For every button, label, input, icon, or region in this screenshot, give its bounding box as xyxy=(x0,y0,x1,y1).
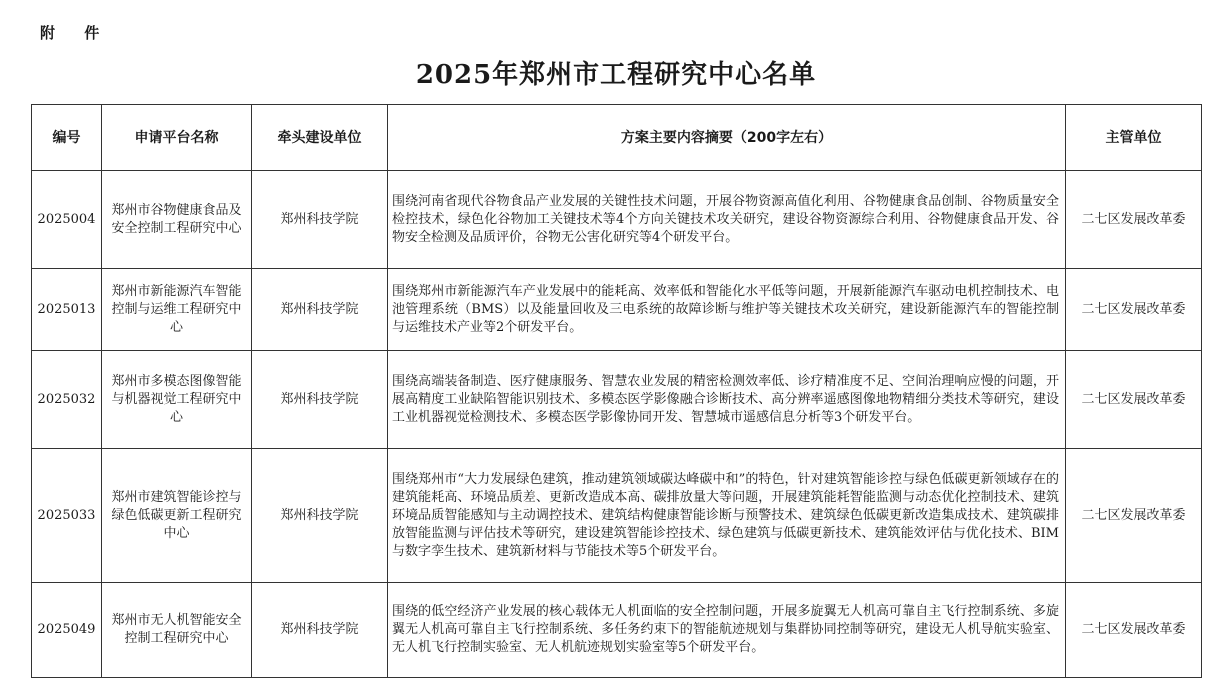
row-id: 2025032 xyxy=(32,351,102,449)
row-platform-name: 郑州市无人机智能安全控制工程研究中心 xyxy=(102,583,252,678)
row-lead-unit: 郑州科技学院 xyxy=(252,171,388,269)
header-authority: 主管单位 xyxy=(1066,105,1202,171)
table-row xyxy=(32,171,1202,269)
row-id: 2025049 xyxy=(32,583,102,678)
row-authority: 二七区发展改革委 xyxy=(1066,171,1202,269)
header-platform-name: 申请平台名称 xyxy=(102,105,252,171)
row-platform-name: 郑州市新能源汽车智能控制与运维工程研究中心 xyxy=(102,269,252,351)
row-authority: 二七区发展改革委 xyxy=(1066,269,1202,351)
row-id: 2025004 xyxy=(32,171,102,269)
row-lead-unit: 郑州科技学院 xyxy=(252,351,388,449)
table-row xyxy=(32,583,1202,678)
row-id: 2025013 xyxy=(32,269,102,351)
table-row xyxy=(32,449,1202,583)
table-row xyxy=(32,269,1202,351)
document-title: 2025年郑州市工程研究中心名单 xyxy=(415,60,817,90)
attachment-label: 附 件 xyxy=(40,24,112,42)
row-lead-unit: 郑州科技学院 xyxy=(252,583,388,678)
row-lead-unit: 郑州科技学院 xyxy=(252,449,388,583)
row-lead-unit: 郑州科技学院 xyxy=(252,269,388,351)
table-row xyxy=(32,351,1202,449)
row-authority: 二七区发展改革委 xyxy=(1066,351,1202,449)
row-platform-name: 郑州市多模态图像智能与机器视觉工程研究中心 xyxy=(102,351,252,449)
row-authority: 二七区发展改革委 xyxy=(1066,449,1202,583)
row-id: 2025033 xyxy=(32,449,102,583)
row-summary: 围绕高端装备制造、医疗健康服务、智慧农业发展的精密检测效率低、诊疗精准度不足、空间治理响应慢的问题，开展高精度工业缺陷智能识别技术、多模态医学影像融合诊断技术、高分辨率遥感图像地物精细分类技术等研究，建设工业机器视觉检测技术、多模态医学影像协同开发、智慧城市遥感信息分析等3个研发平台。 xyxy=(388,351,1066,449)
row-summary: 围绕郑州市“大力发展绿色建筑，推动建筑领域碳达峰碳中和”的特色，针对建筑智能诊控与绿色低碳更新领域存在的建筑能耗高、环境品质差、更新改造成本高、碳排放量大等问题，开展建筑能耗智能监测与动态优化控制技术、建筑环境品质智能感知与主动调控技术、建筑结构健康智能诊断与预警技术、建筑绿色低碳更新改造集成技术、建筑碳排放智能监测与评估技术等研究，建设建筑智能诊控技术、绿色建筑与低碳更新技术、建筑能效评估与优化技术、BIM与数字孪生技术、建筑新材料与节能技术等5个研发平台。 xyxy=(388,449,1066,583)
row-summary: 围绕郑州市新能源汽车产业发展中的能耗高、效率低和智能化水平低等问题，开展新能源汽车驱动电机控制技术、电池管理系统（BMS）以及能量回收及三电系统的故障诊断与维护等关键技术攻关研究，建设新能源汽车的智能控制与运维技术产业等2个研发平台。 xyxy=(388,269,1066,351)
header-id: 编号 xyxy=(32,105,102,171)
header-summary: 方案主要内容摘要（200字左右） xyxy=(388,105,1066,171)
table-header-row xyxy=(32,105,1202,171)
row-platform-name: 郑州市谷物健康食品及安全控制工程研究中心 xyxy=(102,171,252,269)
row-authority: 二七区发展改革委 xyxy=(1066,583,1202,678)
row-summary: 围绕河南省现代谷物食品产业发展的关键性技术问题，开展谷物资源高值化利用、谷物健康食品创制、谷物质量安全检控技术，绿色化谷物加工关键技术等4个方向关键技术攻关研究，建设谷物资源综合利用、谷物健康食品开发、谷物安全检测及品质评价，谷物无公害化研究等4个研发平台。 xyxy=(388,171,1066,269)
row-platform-name: 郑州市建筑智能诊控与绿色低碳更新工程研究中心 xyxy=(102,449,252,583)
header-lead-unit: 牵头建设单位 xyxy=(252,105,388,171)
row-summary: 围绕的低空经济产业发展的核心载体无人机面临的安全控制问题，开展多旋翼无人机高可靠自主飞行控制系统、多旋翼无人机高可靠自主飞行控制系统、多任务约束下的智能航迹规划与集群协同控制等研究，建设无人机导航实验室、无人机飞行控制实验室、无人机航迹规划实验室等5个研发平台。 xyxy=(388,583,1066,678)
research-center-table xyxy=(31,104,1202,678)
